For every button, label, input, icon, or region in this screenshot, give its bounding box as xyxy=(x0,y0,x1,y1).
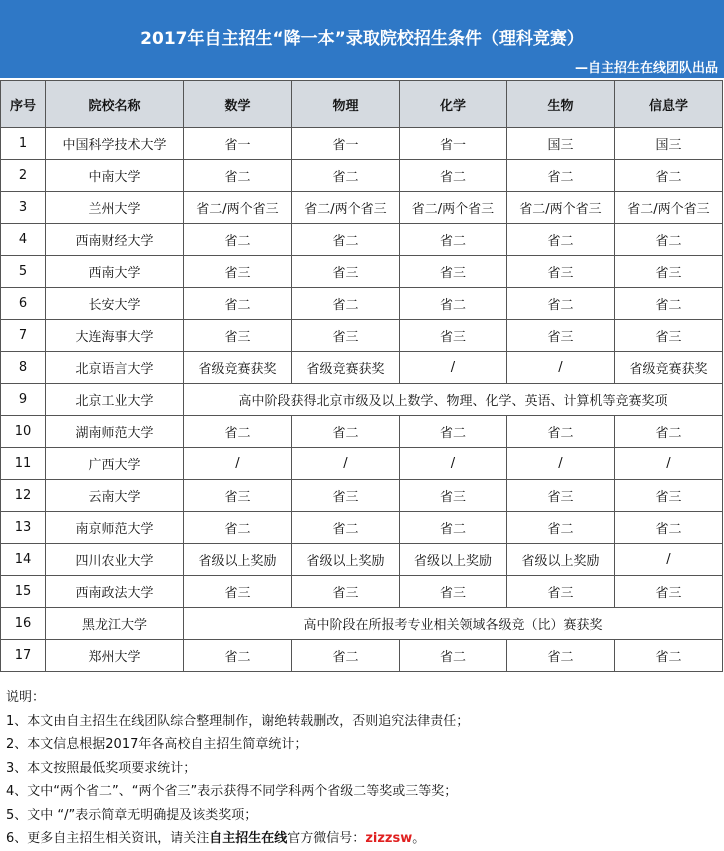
requirement-cell: 省二 xyxy=(615,512,723,544)
column-header: 序号 xyxy=(1,81,46,128)
requirement-cell: 省二 xyxy=(184,640,292,672)
requirement-cell: 省三 xyxy=(292,576,400,608)
table-row xyxy=(1,160,723,192)
requirement-cell: 省三 xyxy=(292,480,400,512)
requirement-cell: 省级以上奖励 xyxy=(292,544,400,576)
requirement-cell: 省级以上奖励 xyxy=(507,544,615,576)
school-name: 北京语言大学 xyxy=(46,352,184,384)
school-name: 郑州大学 xyxy=(46,640,184,672)
row-number: 1 xyxy=(1,128,46,160)
requirement-cell: 省三 xyxy=(400,480,507,512)
wechat-id: zizzsw xyxy=(365,831,413,846)
row-number: 5 xyxy=(1,256,46,288)
requirement-cell: 国三 xyxy=(507,128,615,160)
school-name: 湖南师范大学 xyxy=(46,416,184,448)
notes-list xyxy=(6,710,469,828)
requirement-cell: 省二 xyxy=(615,640,723,672)
school-name: 中国科学技术大学 xyxy=(46,128,184,160)
school-name: 西南政法大学 xyxy=(46,576,184,608)
requirement-cell: 省二 xyxy=(507,416,615,448)
school-name: 西南大学 xyxy=(46,256,184,288)
row-number: 17 xyxy=(1,640,46,672)
requirement-cell: 省三 xyxy=(400,256,507,288)
requirement-cell: 省二 xyxy=(292,416,400,448)
row-number: 13 xyxy=(1,512,46,544)
school-name: 兰州大学 xyxy=(46,192,184,224)
notes-heading: 说明： xyxy=(6,690,46,705)
requirement-cell: 省二 xyxy=(615,288,723,320)
table-row xyxy=(1,608,723,640)
requirement-cell: 省三 xyxy=(292,256,400,288)
requirement-cell: 省二 xyxy=(184,288,292,320)
column-header: 信息学 xyxy=(615,81,723,128)
requirement-cell: 省二 xyxy=(507,160,615,192)
requirement-cell: / xyxy=(184,448,292,480)
requirement-cell: 省二 xyxy=(400,160,507,192)
requirement-cell: 省二 xyxy=(184,224,292,256)
requirement-cell: / xyxy=(400,352,507,384)
requirement-cell: 省二 xyxy=(292,640,400,672)
table-row xyxy=(1,640,723,672)
requirement-cell: 省三 xyxy=(507,320,615,352)
requirement-cell: 省三 xyxy=(184,320,292,352)
requirement-cell: 省二/两个省三 xyxy=(400,192,507,224)
table-body xyxy=(1,128,723,672)
table-row xyxy=(1,480,723,512)
requirement-cell: 省三 xyxy=(400,576,507,608)
requirement-cell: 省级竞赛获奖 xyxy=(184,352,292,384)
school-name: 黑龙江大学 xyxy=(46,608,184,640)
requirement-cell: 省三 xyxy=(615,576,723,608)
requirement-cell: 省三 xyxy=(507,576,615,608)
requirement-cell: 省一 xyxy=(292,128,400,160)
table-row xyxy=(1,512,723,544)
requirement-cell: 省二 xyxy=(292,288,400,320)
row-number: 6 xyxy=(1,288,46,320)
column-header: 化学 xyxy=(400,81,507,128)
school-name: 长安大学 xyxy=(46,288,184,320)
requirement-cell: 省二 xyxy=(292,224,400,256)
school-name: 西南财经大学 xyxy=(46,224,184,256)
requirement-cell: 省二 xyxy=(400,416,507,448)
requirement-cell: 省二 xyxy=(292,512,400,544)
requirement-cell: 省三 xyxy=(615,320,723,352)
table-row xyxy=(1,224,723,256)
requirement-cell: 国三 xyxy=(615,128,723,160)
column-header: 数学 xyxy=(184,81,292,128)
table-row xyxy=(1,384,723,416)
notes-section xyxy=(6,686,469,851)
row-number: 2 xyxy=(1,160,46,192)
requirement-cell: 省二 xyxy=(507,512,615,544)
requirement-cell: 省二 xyxy=(400,640,507,672)
table-row xyxy=(1,544,723,576)
column-header: 物理 xyxy=(292,81,400,128)
requirement-cell: 省二/两个省三 xyxy=(507,192,615,224)
requirement-cell: 省二/两个省三 xyxy=(292,192,400,224)
school-name: 四川农业大学 xyxy=(46,544,184,576)
table-row xyxy=(1,192,723,224)
page-title: 2017年自主招生“降一本”录取院校招生条件（理科竞赛） xyxy=(140,29,584,49)
row-number: 3 xyxy=(1,192,46,224)
row-number: 7 xyxy=(1,320,46,352)
requirement-cell: 省三 xyxy=(507,256,615,288)
row-number: 4 xyxy=(1,224,46,256)
table-row xyxy=(1,128,723,160)
school-name: 南京师范大学 xyxy=(46,512,184,544)
school-name: 中南大学 xyxy=(46,160,184,192)
notes-last-suffix: 。 xyxy=(412,831,426,846)
notes-item: 3、本文按照最低奖项要求统计； xyxy=(6,760,197,776)
notes-item: 5、文中 “/”表示简章无明确提及该类奖项； xyxy=(6,807,258,823)
table-row xyxy=(1,256,723,288)
column-header: 院校名称 xyxy=(46,81,184,128)
requirement-cell: 省二 xyxy=(400,224,507,256)
requirement-cell: 省级竞赛获奖 xyxy=(292,352,400,384)
column-header: 生物 xyxy=(507,81,615,128)
table-row xyxy=(1,448,723,480)
row-number: 8 xyxy=(1,352,46,384)
requirement-cell: 省级以上奖励 xyxy=(400,544,507,576)
requirement-cell: / xyxy=(507,352,615,384)
requirement-cell: 省三 xyxy=(184,576,292,608)
table-row xyxy=(1,576,723,608)
notes-brand: 自主招生在线 xyxy=(209,831,288,846)
requirement-cell: 省级以上奖励 xyxy=(184,544,292,576)
row-number: 10 xyxy=(1,416,46,448)
requirement-cell: 省二 xyxy=(400,288,507,320)
requirement-cell: 省二 xyxy=(184,416,292,448)
requirement-cell: 省二 xyxy=(615,160,723,192)
requirement-cell: / xyxy=(292,448,400,480)
requirement-cell: 省二 xyxy=(184,512,292,544)
title-banner xyxy=(0,0,724,78)
requirement-cell: 省二 xyxy=(507,288,615,320)
requirement-cell: 省二 xyxy=(292,160,400,192)
admission-table xyxy=(0,80,723,672)
requirement-cell: 省一 xyxy=(184,128,292,160)
requirement-cell: 省二 xyxy=(615,224,723,256)
table-row xyxy=(1,288,723,320)
row-number: 15 xyxy=(1,576,46,608)
requirement-merged-cell: 高中阶段在所报考专业相关领域各级竞（比）赛获奖 xyxy=(184,608,723,640)
row-number: 12 xyxy=(1,480,46,512)
school-name: 大连海事大学 xyxy=(46,320,184,352)
table-header-row xyxy=(1,81,723,128)
row-number: 16 xyxy=(1,608,46,640)
notes-last-prefix: 6、更多自主招生相关资讯，请关注 xyxy=(6,831,210,846)
notes-item: 1、本文由自主招生在线团队综合整理制作，谢绝转载删改，否则追究法律责任； xyxy=(6,713,470,729)
requirement-cell: 省级竞赛获奖 xyxy=(615,352,723,384)
requirement-cell: 省二 xyxy=(615,416,723,448)
notes-item: 2、本文信息根据2017年各高校自主招生简章统计； xyxy=(6,737,308,752)
requirement-cell: 省三 xyxy=(615,480,723,512)
row-number: 9 xyxy=(1,384,46,416)
page-subtitle: —自主招生在线团队出品 xyxy=(574,61,718,76)
requirement-cell: 省三 xyxy=(400,320,507,352)
table-row xyxy=(1,416,723,448)
requirement-cell: 省三 xyxy=(507,480,615,512)
requirement-cell: 省二/两个省三 xyxy=(615,192,723,224)
requirement-cell: 省三 xyxy=(615,256,723,288)
school-name: 北京工业大学 xyxy=(46,384,184,416)
requirement-cell: 省二 xyxy=(507,224,615,256)
requirement-cell: 省三 xyxy=(292,320,400,352)
requirement-cell: 省二 xyxy=(184,160,292,192)
requirement-merged-cell: 高中阶段获得北京市级及以上数学、物理、化学、英语、计算机等竞赛奖项 xyxy=(184,384,723,416)
table-row xyxy=(1,352,723,384)
table-row xyxy=(1,320,723,352)
requirement-cell: / xyxy=(615,544,723,576)
notes-last-mid: 官方微信号： xyxy=(287,831,366,846)
requirement-cell: 省一 xyxy=(400,128,507,160)
school-name: 广西大学 xyxy=(46,448,184,480)
notes-item: 4、文中“两个省二”、“两个省三”表示获得不同学科两个省级二等奖或三等奖； xyxy=(6,784,458,799)
requirement-cell: / xyxy=(507,448,615,480)
requirement-cell: / xyxy=(400,448,507,480)
requirement-cell: 省二 xyxy=(507,640,615,672)
row-number: 11 xyxy=(1,448,46,480)
row-number: 14 xyxy=(1,544,46,576)
requirement-cell: 省二/两个省三 xyxy=(184,192,292,224)
requirement-cell: 省三 xyxy=(184,480,292,512)
requirement-cell: 省三 xyxy=(184,256,292,288)
school-name: 云南大学 xyxy=(46,480,184,512)
notes-item-last xyxy=(6,827,469,851)
requirement-cell: 省二 xyxy=(400,512,507,544)
requirement-cell: / xyxy=(615,448,723,480)
